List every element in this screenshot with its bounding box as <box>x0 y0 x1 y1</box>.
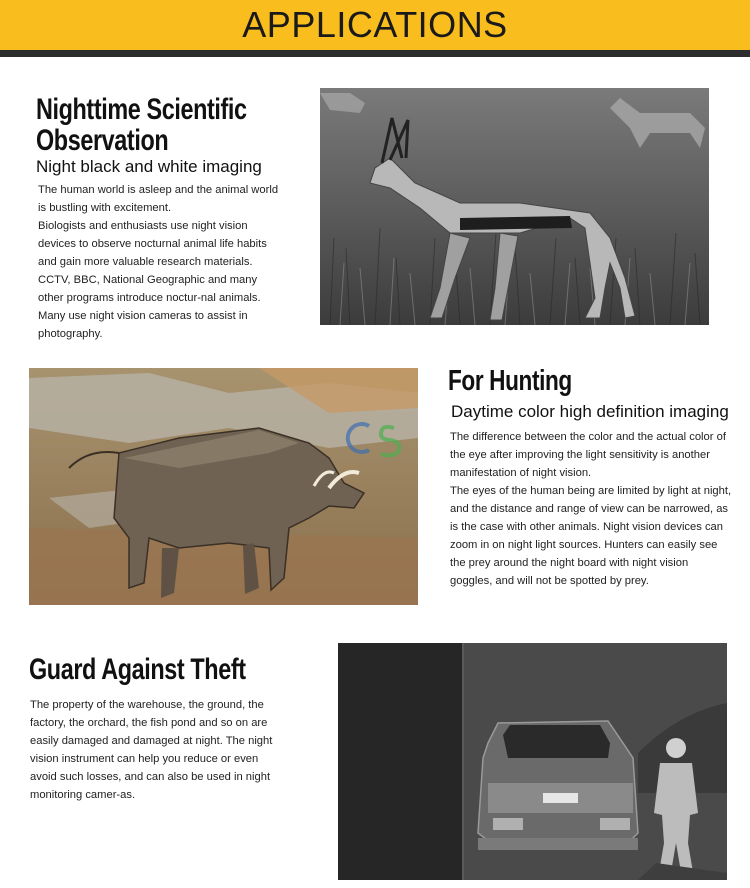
section-2-body <box>450 428 732 590</box>
section-2-title: For Hunting <box>448 365 572 397</box>
banner-title: APPLICATIONS <box>242 4 508 45</box>
section-1-title-line-1: Nighttime Scientific <box>36 93 247 126</box>
section-3-title: Guard Against Theft <box>29 653 246 686</box>
section-1-paragraph-1: The human world is asleep and the animal world is bustling with excitement. <box>38 184 279 214</box>
section-1-body <box>36 181 281 343</box>
warthog-photo-icon <box>29 368 418 605</box>
section-1-subtitle: Night black and white imaging <box>36 157 262 176</box>
section-2-paragraph-2: The eyes of the human being are limited by light at night, and the distance and range of view can be narrowed, as is the case with other animals. Night vision devices can zoom in on night light sources. Hunters can easily see the prey around the night board with night vision goggles, and will not be spotted by prey. <box>450 485 732 587</box>
section-3-paragraph-1: The property of the warehouse, the ground, the factory, the orchard, the fish pond and so on are easily damaged and damaged at night. The night vision instrument can help you reduce or even avoid such losses, and can also be used in night monitoring camer-as. <box>30 699 273 801</box>
section-2-subtitle: Daytime color high definition imaging <box>451 402 729 421</box>
section-1-title-line-2: Observation <box>36 124 169 157</box>
section-3-body <box>30 696 280 804</box>
gazelle-photo-icon <box>320 88 709 325</box>
applications-banner <box>0 0 750 50</box>
section-2-paragraph-1: The difference between the color and the actual color of the eye after improving the light sensitivity is another manifestation of night vision. <box>450 431 726 479</box>
section-guard-against-theft <box>29 654 284 804</box>
section-1-paragraph-2: Biologists and enthusiasts use night vision devices to observe nocturnal animal life habits and gain more valuable research materials. CCTV, BBC, National Geographic and many other programs introduce noctur-nal animals. Many use night vision cameras to assist in photography. <box>38 220 267 340</box>
banner-divider <box>0 50 750 57</box>
section-scientific-observation <box>36 94 286 343</box>
section-hunting <box>448 366 748 590</box>
night-vision-car-photo-icon <box>338 643 727 880</box>
